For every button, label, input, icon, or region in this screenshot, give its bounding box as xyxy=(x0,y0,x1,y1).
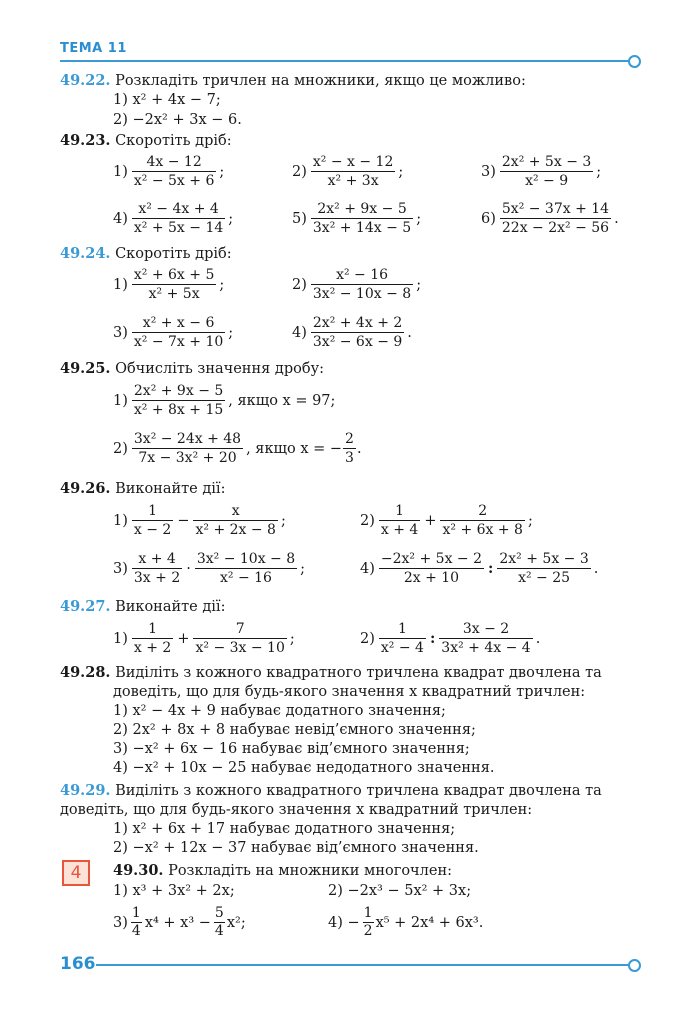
numerator: 2x² + 4x + 2 xyxy=(312,315,403,331)
fraction xyxy=(132,266,216,303)
item-tail: ; xyxy=(398,163,404,180)
numerator: 7 xyxy=(193,620,286,639)
denominator: x² + 2x − 8 xyxy=(195,522,276,538)
item-tail: , якщо x = − xyxy=(246,440,343,457)
fraction-item xyxy=(360,502,533,539)
problem-item: 1) x² − 4x + 9 набуває додатного значення; xyxy=(113,703,446,719)
numerator: 5 xyxy=(214,905,224,921)
denominator: x + 2 xyxy=(133,640,172,656)
item-label: 4) − xyxy=(328,914,360,931)
item-tail: , якщо x = 97; xyxy=(228,392,336,409)
numerator: 3x² − 24x + 48 xyxy=(133,431,242,447)
problem-49-29 xyxy=(60,782,602,800)
header-rule xyxy=(60,60,631,62)
item-label: 1) xyxy=(113,512,128,529)
denominator: x² − 4 xyxy=(380,640,424,656)
numerator: x + 4 xyxy=(132,550,182,569)
problem-text: Розкладіть тричлен на множники, якщо це можливо: xyxy=(115,73,526,89)
fraction-item xyxy=(113,200,233,237)
problem-49-23 xyxy=(60,132,232,150)
denominator: x² − 25 xyxy=(518,570,571,586)
fraction xyxy=(193,620,286,657)
level-badge: 4 xyxy=(62,860,90,886)
problem-49-25 xyxy=(60,360,324,378)
fraction xyxy=(497,550,590,587)
item-label: 3) xyxy=(481,163,496,180)
denominator: x² + 6x + 8 xyxy=(442,522,523,538)
operator: : xyxy=(429,629,436,647)
fraction-item xyxy=(292,153,403,190)
problem-item: 2) −x² + 12x − 37 набуває від’ємного значення. xyxy=(113,840,479,856)
fraction-item xyxy=(113,314,233,351)
denominator: x² − 5x + 6 xyxy=(133,173,215,189)
fraction-item xyxy=(113,153,224,190)
item-label: 4) xyxy=(292,324,307,341)
numerator: 2x² + 5x − 3 xyxy=(499,551,589,567)
fraction xyxy=(311,314,404,351)
fraction xyxy=(131,905,142,940)
problem-49-24 xyxy=(60,245,232,263)
footer-rule-end-circle xyxy=(628,959,641,972)
numerator: 1 xyxy=(379,620,426,639)
numerator: 3x² − 10x − 8 xyxy=(196,551,296,567)
fraction-item xyxy=(113,550,305,587)
fraction xyxy=(311,200,413,237)
fraction-item xyxy=(360,620,540,657)
denominator: 2x + 10 xyxy=(403,570,460,586)
fraction xyxy=(132,382,225,419)
numerator: 2x² + 9x − 5 xyxy=(311,200,413,219)
numerator: x² + x − 6 xyxy=(132,314,225,333)
fraction xyxy=(379,620,426,657)
term: x⁵ + 2x⁴ + 6x³. xyxy=(375,914,484,931)
fraction xyxy=(440,502,524,539)
denominator: 7x − 3x² + 20 xyxy=(138,450,237,466)
footer-rule xyxy=(96,964,631,966)
fraction xyxy=(132,314,225,351)
fraction-item xyxy=(113,266,224,303)
fraction xyxy=(379,502,420,539)
problem-text: Виділіть з кожного квадратного тричлена квадрат двочлена та xyxy=(115,665,602,681)
fraction xyxy=(343,430,356,467)
fraction-item xyxy=(113,430,362,467)
numerator: 2 xyxy=(440,502,524,521)
fraction xyxy=(193,502,277,539)
fraction xyxy=(500,153,593,190)
fraction-item xyxy=(113,382,335,419)
problem-49-26 xyxy=(60,480,225,498)
fraction xyxy=(132,502,173,539)
problem-text-line: доведіть, що для будь-якого значення x квадратний тричлен: xyxy=(113,684,586,700)
item-tail: ; xyxy=(596,163,602,180)
fraction-item xyxy=(292,266,421,303)
item-label: 5) xyxy=(292,210,307,227)
fraction xyxy=(132,430,243,467)
denominator: 3x² − 10x − 8 xyxy=(312,286,412,302)
denominator: 3x² + 4x − 4 xyxy=(441,640,531,656)
numerator: 1 xyxy=(363,905,373,921)
item-label: 2) xyxy=(360,512,375,529)
fraction xyxy=(132,200,225,237)
numerator: 1 xyxy=(132,502,173,521)
numerator: 1 xyxy=(131,905,141,921)
denominator: 3x + 2 xyxy=(133,570,181,586)
problem-49-27 xyxy=(60,598,225,616)
problem-text-line: доведіть, що для будь-якого значення x квадратний тричлен: xyxy=(60,802,533,818)
denominator: 3 xyxy=(345,450,354,466)
header-rule-end-circle xyxy=(628,55,641,68)
operator: − xyxy=(177,512,190,529)
item-label: 2) xyxy=(292,276,307,293)
numerator: x² − x − 12 xyxy=(312,154,394,170)
item-label: 1) xyxy=(113,163,128,180)
numerator: x² + 6x + 5 xyxy=(133,267,215,283)
problem-item: 1) x² + 6x + 17 набуває додатного значення; xyxy=(113,821,456,837)
item-tail: ; xyxy=(219,276,225,293)
item-tail: ; xyxy=(219,163,225,180)
problem-item: 4) −x² + 10x − 25 набуває недодатного значення. xyxy=(113,760,495,776)
fraction xyxy=(311,266,413,303)
denominator: x² − 16 xyxy=(220,570,272,586)
operator: + xyxy=(424,512,437,529)
fraction-item xyxy=(481,153,601,190)
problem-item: 2) 2x² + 8x + 8 набуває невід’ємного значення; xyxy=(113,722,476,738)
denominator: 4 xyxy=(214,923,224,939)
problem-number: 49.27. xyxy=(60,598,111,615)
item-label: 1) xyxy=(113,276,128,293)
term: x²; xyxy=(226,914,246,931)
problem-text: Обчисліть значення дробу: xyxy=(115,361,324,377)
numerator: 3x − 2 xyxy=(439,620,532,639)
numerator: 1 xyxy=(379,502,420,521)
numerator: 5x² − 37x + 14 xyxy=(501,201,610,217)
numerator: 2x² + 5x − 3 xyxy=(501,154,592,170)
numerator: 2x² + 9x − 5 xyxy=(133,383,224,399)
item-tail: ; xyxy=(228,324,234,341)
operator: + xyxy=(177,630,190,647)
denominator: 2 xyxy=(363,923,373,939)
problem-number: 49.24. xyxy=(60,245,111,262)
item-label: 2) xyxy=(113,440,128,457)
numerator: 2 xyxy=(345,431,354,447)
problem-text: Розкладіть на множники многочлен: xyxy=(168,863,452,879)
denominator: x − 2 xyxy=(133,522,172,538)
operator: · xyxy=(186,560,191,577)
denominator: 4 xyxy=(131,923,141,939)
fraction xyxy=(195,550,297,587)
problem-item: 1) x² + 4x − 7; xyxy=(113,92,221,108)
item-tail: ; xyxy=(280,512,286,529)
numerator: −2x² + 5x − 2 xyxy=(380,551,483,567)
denominator: x² + 8x + 15 xyxy=(133,402,224,418)
term: x⁴ + x³ − xyxy=(144,914,211,931)
problem-text: Скоротіть дріб: xyxy=(115,133,232,149)
fraction xyxy=(363,905,374,940)
numerator: 4x − 12 xyxy=(132,153,216,172)
item-tail: ; xyxy=(416,276,422,293)
problem-text: Виконайте дії: xyxy=(115,481,226,497)
numerator: x² − 16 xyxy=(311,266,413,285)
item-tail: . xyxy=(535,630,541,647)
fraction-item xyxy=(113,502,286,539)
denominator: 3x² − 6x − 9 xyxy=(312,334,403,350)
fraction xyxy=(214,905,225,940)
item-tail: ; xyxy=(416,210,422,227)
problem-49-22 xyxy=(60,72,526,90)
fraction-item xyxy=(113,620,295,657)
fraction-item xyxy=(481,200,619,237)
fraction xyxy=(132,620,173,657)
problem-item: 2) −2x³ − 5x² + 3x; xyxy=(328,883,472,899)
item-tail: ; xyxy=(300,560,306,577)
numerator: 1 xyxy=(132,620,173,639)
item-tail: . xyxy=(593,560,599,577)
fraction-item xyxy=(360,550,598,587)
fraction xyxy=(439,620,532,657)
problem-item: 2) −2x² + 3x − 6. xyxy=(113,112,242,128)
item-label: 2) xyxy=(360,630,375,647)
fraction xyxy=(132,550,182,587)
problem-number: 49.22. xyxy=(60,72,111,89)
item-label: 6) xyxy=(481,210,496,227)
item-label: 3) xyxy=(113,560,128,577)
fraction-item xyxy=(292,314,412,351)
fraction xyxy=(500,200,611,237)
denominator: x² − 7x + 10 xyxy=(133,334,224,350)
item-tail: ; xyxy=(289,630,295,647)
problem-number: 49.25. xyxy=(60,360,111,377)
fraction xyxy=(311,153,395,190)
fraction xyxy=(379,550,484,587)
denominator: x² − 9 xyxy=(525,173,569,189)
problem-49-30 xyxy=(113,862,452,880)
item-tail: ; xyxy=(527,512,533,529)
fraction-item xyxy=(328,905,483,940)
denominator: 3x² + 14x − 5 xyxy=(312,220,412,236)
item-end: . xyxy=(356,440,362,457)
problem-number: 49.23. xyxy=(60,132,111,149)
item-label: 4) xyxy=(113,210,128,227)
item-label: 1) xyxy=(113,392,128,409)
problem-number: 49.28. xyxy=(60,664,111,681)
problem-number: 49.29. xyxy=(60,782,111,799)
denominator: x² + 5x xyxy=(148,286,200,302)
denominator: x² − 3x − 10 xyxy=(195,640,285,656)
denominator: x² + 3x xyxy=(327,173,379,189)
problem-item: 3) −x² + 6x − 16 набуває від’ємного значення; xyxy=(113,741,470,757)
numerator: x xyxy=(193,502,277,521)
denominator: x + 4 xyxy=(380,522,419,538)
problem-49-28 xyxy=(60,664,602,682)
item-tail: . xyxy=(614,210,619,227)
item-label: 1) xyxy=(113,630,128,647)
fraction-item xyxy=(113,905,246,940)
problem-number: 49.26. xyxy=(60,480,111,497)
item-label: 3) xyxy=(113,324,128,341)
problem-text: Виділіть з кожного квадратного тричлена квадрат двочлена та xyxy=(115,783,602,799)
problem-number: 49.30. xyxy=(113,862,164,879)
problem-text: Виконайте дії: xyxy=(115,599,226,615)
numerator: x² − 4x + 4 xyxy=(132,200,225,219)
problem-item: 1) x³ + 3x² + 2x; xyxy=(113,883,235,899)
page-number: 166 xyxy=(60,954,96,974)
item-label: 2) xyxy=(292,163,307,180)
fraction-item xyxy=(292,200,421,237)
fraction xyxy=(132,153,216,190)
item-label: 3) xyxy=(113,914,128,931)
problem-text: Скоротіть дріб: xyxy=(115,246,232,262)
topic-title: ТЕМА 11 xyxy=(60,41,127,56)
denominator: 22x − 2x² − 56 xyxy=(501,220,610,236)
operator: : xyxy=(488,559,494,577)
item-label: 4) xyxy=(360,560,375,577)
denominator: x² + 5x − 14 xyxy=(133,220,224,236)
item-tail: . xyxy=(407,324,412,341)
item-tail: ; xyxy=(228,210,234,227)
